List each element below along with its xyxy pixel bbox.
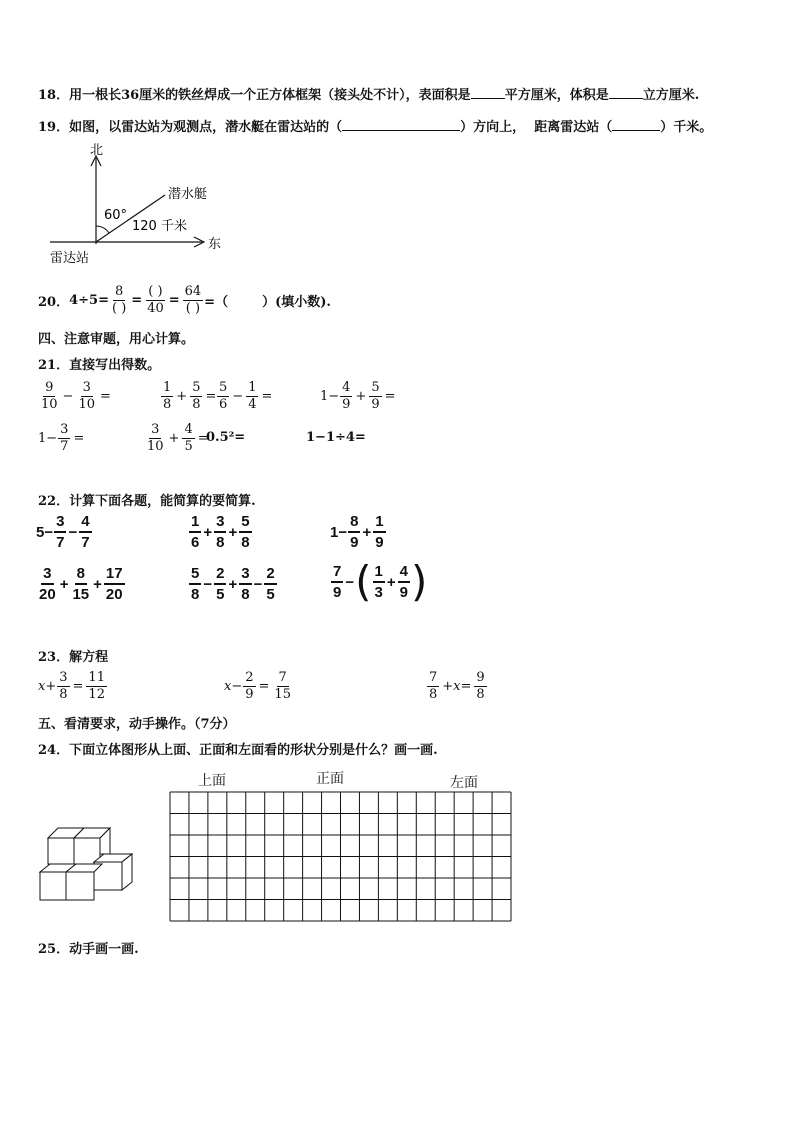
- q21-expression-3: $\frac{5}{6}$ − $\frac{1}{4}$ =: [219, 380, 273, 412]
- q22-expression-5: $\frac{5}{8}$ − $\frac{2}{5}$ + $\frac{3}{8}$ − $\frac{2}{5}$: [191, 565, 275, 603]
- fraction: $\frac{8}{( )}$: [111, 284, 127, 316]
- question-24-title: 24．下面立体图形从上面、正面和左面看的形状分别是什么？画一画.: [38, 743, 438, 758]
- question-number: 20．: [38, 295, 70, 310]
- q22-expression-3: 1− $\frac{8}{9}$ + $\frac{1}{9}$: [330, 513, 384, 551]
- north-label: 北: [90, 143, 104, 158]
- question-number: 19．: [38, 120, 70, 135]
- question-text: 用一根长36厘米的铁丝焊成一个正方体框架（接头处不计），表面积是: [69, 88, 471, 103]
- question-22-title: 22．计算下面各题，能简算的要简算.: [38, 494, 256, 509]
- answer-blank-surface-area[interactable]: [471, 86, 505, 99]
- q22-expression-6: $\frac{7}{9}$ − ( $\frac{1}{3}$ + $\frac{4}{9}$ ): [333, 557, 428, 606]
- target-label: 潜水艇: [168, 187, 208, 202]
- question-25-title: 25．动手画一画.: [38, 942, 139, 957]
- question-text: 平方厘米，体积是: [504, 88, 609, 103]
- question-number: 18．: [38, 88, 70, 103]
- q22-expression-4: $\frac{3}{20}$ + $\frac{8}{15}$ + $\frac{17}{20}$: [39, 565, 123, 603]
- answer-blank[interactable]: ( ): [148, 284, 163, 299]
- question-text: 如图，以雷达站为观测点，潜水艇在雷达站的（: [69, 120, 343, 135]
- expression-tail-close: ）(填小数).: [262, 295, 331, 310]
- question-text: ）方向上，: [460, 120, 526, 135]
- grid-label-left: 左面: [450, 775, 478, 791]
- q21-expression-6: $\frac{3}{10}$ + $\frac{4}{5}$ =: [147, 422, 209, 454]
- angle-label: 60°: [104, 208, 128, 223]
- question-23-title: 23．解方程: [38, 650, 109, 665]
- answer-blank[interactable]: ( ): [111, 301, 127, 316]
- q21-expression-2: $\frac{1}{8}$ + $\frac{5}{8}$ =: [163, 380, 217, 412]
- expression-tail-open: =（: [204, 295, 229, 310]
- grid-label-front: 正面: [316, 771, 344, 787]
- q22-expression-2: $\frac{1}{6}$ + $\frac{3}{8}$ + $\frac{5}{8}$: [191, 513, 250, 551]
- angle-arc: [96, 226, 109, 233]
- question-20: 20． 4÷5= $\frac{8}{( )}$ = $\frac{( )}{40}$ = $\frac{64}{( )}$ =（ ）(填小数).: [38, 284, 331, 316]
- question-21-title: 21．直接写出得数。: [38, 358, 161, 373]
- section-heading: 五、看清要求，动手操作。（7分）: [38, 717, 236, 732]
- q21-expression-8: 1−1÷4=: [306, 430, 366, 445]
- answer-blank-volume[interactable]: [609, 86, 643, 99]
- q21-expression-4: 1− $\frac{4}{9}$ + $\frac{5}{9}$ =: [320, 380, 396, 412]
- q23-equation-3: $\frac{7}{8}$ +x= $\frac{9}{8}$: [429, 670, 485, 702]
- section-heading: 四、注意审题，用心计算。: [38, 332, 195, 347]
- cube-figure: [36, 826, 136, 902]
- q23-equation-1: x+ $\frac{3}{8}$ = $\frac{11}{12}$: [38, 670, 105, 702]
- fraction: $\frac{( )}{40}$: [147, 284, 164, 316]
- question-19: [38, 116, 712, 135]
- origin-label: 雷达站: [50, 251, 90, 266]
- answer-blank[interactable]: ( ): [185, 301, 201, 316]
- question-text: ）千米。: [660, 120, 713, 135]
- q21-expression-7: 0.5²=: [206, 430, 246, 445]
- q21-expression-1: $\frac{9}{10}$ − $\frac{3}{10}$ =: [41, 380, 111, 412]
- drawing-grid[interactable]: [169, 791, 512, 922]
- question-text: 立方厘米.: [642, 88, 700, 103]
- expression-lead: 4÷5=: [69, 293, 109, 308]
- east-label: 东: [208, 237, 222, 252]
- question-text: 距离雷达站（: [534, 120, 613, 135]
- distance-label: 120 千米: [132, 219, 187, 234]
- answer-blank-direction[interactable]: [342, 118, 460, 131]
- fraction: $\frac{64}{( )}$: [184, 284, 202, 316]
- grid-label-top: 上面: [198, 773, 226, 789]
- q23-equation-2: x− $\frac{2}{9}$ = $\frac{7}{15}$: [224, 670, 291, 702]
- q22-expression-1: 5− $\frac{3}{7}$ − $\frac{4}{7}$: [36, 513, 90, 551]
- question-18: [38, 84, 699, 103]
- answer-blank-distance[interactable]: [612, 118, 660, 131]
- q21-expression-5: 1− $\frac{3}{7}$ =: [38, 422, 85, 454]
- radar-diagram: [40, 140, 240, 270]
